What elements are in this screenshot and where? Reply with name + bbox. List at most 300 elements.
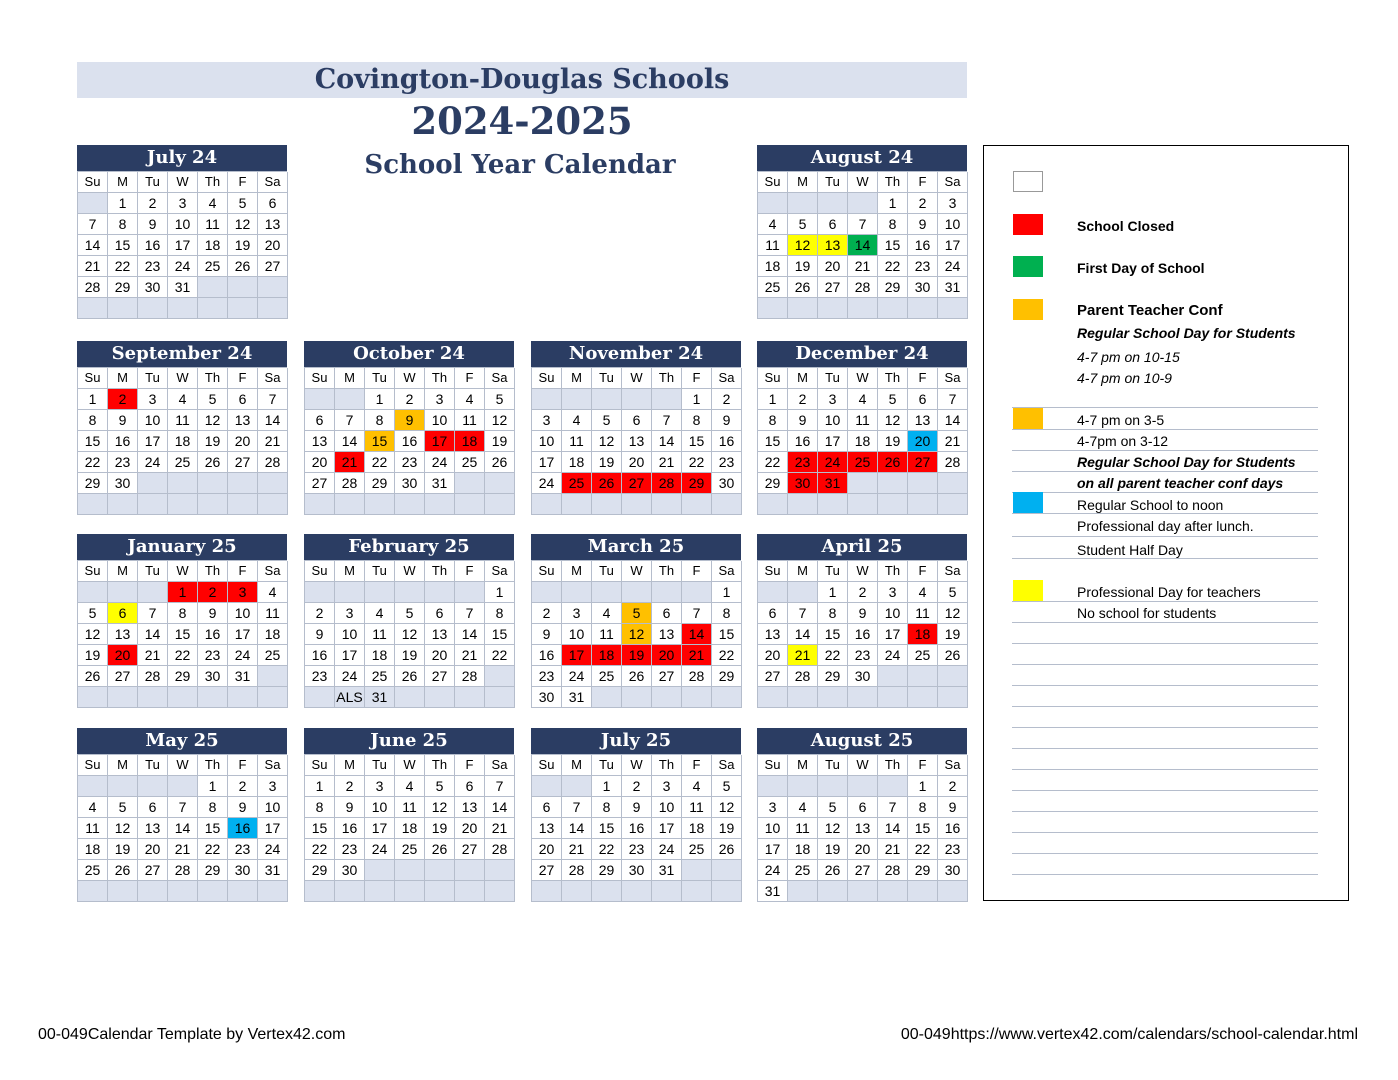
day-cell: 24 — [228, 645, 258, 666]
weekday-header: F — [682, 368, 712, 389]
empty-day-cell — [485, 860, 515, 881]
empty-day-cell — [198, 473, 228, 494]
day-cell: 8 — [108, 214, 138, 235]
day-cell: 7 — [788, 603, 818, 624]
day-cell: 13 — [652, 624, 682, 645]
day-cell: 3 — [532, 410, 562, 431]
day-cell: 5 — [228, 193, 258, 214]
day-cell: 20 — [622, 452, 652, 473]
empty-day-cell — [848, 776, 878, 797]
day-cell: 5 — [622, 603, 652, 624]
legend-rule — [1012, 536, 1318, 537]
day-cell: 7 — [335, 410, 365, 431]
day-cell: 8 — [592, 797, 622, 818]
day-cell: 5 — [108, 797, 138, 818]
legend-rule — [1012, 492, 1318, 493]
day-cell: 2 — [622, 776, 652, 797]
empty-day-cell — [395, 494, 425, 515]
empty-day-cell — [365, 494, 395, 515]
legend-ptc-title: Parent Teacher Conf — [1077, 302, 1223, 319]
day-cell: 18 — [365, 645, 395, 666]
empty-day-cell — [78, 881, 108, 902]
legend-rule — [1012, 664, 1318, 665]
legend-ptc2-time1: 4-7 pm on 3-5 — [1077, 412, 1165, 428]
day-cell: 31 — [258, 860, 288, 881]
day-cell: 6 — [848, 797, 878, 818]
empty-day-cell — [365, 881, 395, 902]
weekday-header: Sa — [485, 561, 515, 582]
empty-day-cell — [908, 494, 938, 515]
day-cell: 9 — [108, 410, 138, 431]
empty-day-cell — [788, 776, 818, 797]
empty-day-cell — [652, 687, 682, 708]
day-cell: 6 — [305, 410, 335, 431]
day-cell: 8 — [78, 410, 108, 431]
weekday-header: Sa — [485, 368, 515, 389]
empty-day-cell — [938, 881, 968, 902]
empty-day-cell — [848, 193, 878, 214]
day-cell: 19 — [108, 839, 138, 860]
legend-first-day: First Day of School — [1077, 260, 1205, 276]
weekday-header: Su — [532, 561, 562, 582]
day-cell: 6 — [818, 214, 848, 235]
day-cell: 15 — [305, 818, 335, 839]
empty-day-cell — [532, 494, 562, 515]
day-cell: 19 — [712, 818, 742, 839]
weekday-header: M — [562, 561, 592, 582]
empty-day-cell — [258, 473, 288, 494]
month-title: October 24 — [304, 341, 514, 367]
day-cell: 11 — [198, 214, 228, 235]
day-cell: 9 — [138, 214, 168, 235]
day-cell: 8 — [908, 797, 938, 818]
day-cell: 15 — [198, 818, 228, 839]
legend-rule — [1012, 748, 1318, 749]
day-cell: 29 — [198, 860, 228, 881]
day-cell: 5 — [712, 776, 742, 797]
day-cell: 30 — [908, 277, 938, 298]
empty-day-cell — [592, 582, 622, 603]
day-cell: 2 — [908, 193, 938, 214]
day-cell: 6 — [108, 603, 138, 624]
weekday-header: M — [335, 755, 365, 776]
day-cell: 23 — [305, 666, 335, 687]
weekday-header: W — [848, 172, 878, 193]
empty-day-cell — [622, 494, 652, 515]
day-cell: 2 — [938, 776, 968, 797]
day-cell: 20 — [108, 645, 138, 666]
day-cell: 15 — [758, 431, 788, 452]
day-cell: 2 — [305, 603, 335, 624]
day-cell: 3 — [878, 582, 908, 603]
weekday-header: W — [848, 755, 878, 776]
empty-day-cell — [78, 494, 108, 515]
legend-swatch-blank — [1013, 171, 1043, 192]
day-cell: 23 — [938, 839, 968, 860]
day-cell: 15 — [908, 818, 938, 839]
day-cell: 2 — [395, 389, 425, 410]
legend-rule — [1012, 790, 1318, 791]
day-cell: 28 — [788, 666, 818, 687]
month-title: December 24 — [757, 341, 967, 367]
day-cell: 30 — [335, 860, 365, 881]
day-cell: 9 — [228, 797, 258, 818]
day-cell: 23 — [622, 839, 652, 860]
day-cell: 24 — [562, 666, 592, 687]
day-cell: 9 — [908, 214, 938, 235]
day-cell: 16 — [848, 624, 878, 645]
empty-day-cell — [878, 298, 908, 319]
day-cell: 12 — [228, 214, 258, 235]
weekday-header: Sa — [712, 368, 742, 389]
empty-day-cell — [848, 298, 878, 319]
empty-day-cell — [78, 193, 108, 214]
day-cell: 12 — [938, 603, 968, 624]
day-cell: 3 — [335, 603, 365, 624]
empty-day-cell — [305, 881, 335, 902]
day-cell: 11 — [788, 818, 818, 839]
day-cell: 21 — [485, 818, 515, 839]
day-cell: 22 — [168, 645, 198, 666]
empty-day-cell — [258, 687, 288, 708]
weekday-header: Tu — [138, 172, 168, 193]
day-cell: 3 — [228, 582, 258, 603]
day-cell: 28 — [258, 452, 288, 473]
day-cell: 3 — [365, 776, 395, 797]
day-cell: 25 — [788, 860, 818, 881]
day-cell: 10 — [818, 410, 848, 431]
empty-day-cell — [878, 776, 908, 797]
weekday-header: Tu — [365, 368, 395, 389]
day-cell: 7 — [78, 214, 108, 235]
day-cell: 23 — [532, 666, 562, 687]
empty-day-cell — [652, 494, 682, 515]
day-cell: 21 — [938, 431, 968, 452]
empty-day-cell — [108, 776, 138, 797]
day-cell: 23 — [908, 256, 938, 277]
day-cell: 12 — [78, 624, 108, 645]
calendar-subtitle: School Year Calendar — [364, 150, 676, 180]
empty-day-cell — [682, 687, 712, 708]
empty-day-cell — [788, 881, 818, 902]
weekday-header: Th — [878, 755, 908, 776]
day-cell: 21 — [788, 645, 818, 666]
empty-day-cell — [485, 881, 515, 902]
day-cell: 29 — [305, 860, 335, 881]
day-cell: 22 — [712, 645, 742, 666]
empty-day-cell — [485, 666, 515, 687]
weekday-header: Th — [198, 172, 228, 193]
weekday-header: Su — [305, 368, 335, 389]
day-cell: 4 — [848, 389, 878, 410]
day-cell: 12 — [622, 624, 652, 645]
day-cell: 14 — [258, 410, 288, 431]
weekday-header: W — [395, 368, 425, 389]
day-cell: 22 — [108, 256, 138, 277]
weekday-header: Su — [78, 561, 108, 582]
legend-rule — [1012, 513, 1318, 514]
empty-day-cell — [78, 582, 108, 603]
day-cell: 18 — [455, 431, 485, 452]
weekday-header: Sa — [938, 172, 968, 193]
day-cell: 15 — [682, 431, 712, 452]
day-cell: 30 — [532, 687, 562, 708]
day-cell: 5 — [788, 214, 818, 235]
empty-day-cell — [788, 193, 818, 214]
day-cell: 12 — [425, 797, 455, 818]
day-cell: 5 — [78, 603, 108, 624]
weekday-header: W — [395, 561, 425, 582]
day-cell: 29 — [908, 860, 938, 881]
day-cell: 23 — [712, 452, 742, 473]
day-cell: 10 — [335, 624, 365, 645]
day-cell: 30 — [788, 473, 818, 494]
day-cell: 23 — [198, 645, 228, 666]
day-cell: 29 — [78, 473, 108, 494]
day-cell: 3 — [425, 389, 455, 410]
empty-day-cell — [395, 881, 425, 902]
day-cell: 8 — [712, 603, 742, 624]
day-cell: 26 — [622, 666, 652, 687]
day-cell: 9 — [532, 624, 562, 645]
empty-day-cell — [305, 389, 335, 410]
weekday-header: F — [682, 561, 712, 582]
empty-day-cell — [938, 666, 968, 687]
empty-day-cell — [758, 193, 788, 214]
day-cell: 11 — [365, 624, 395, 645]
empty-day-cell — [532, 389, 562, 410]
day-cell: 19 — [395, 645, 425, 666]
day-cell: 21 — [335, 452, 365, 473]
day-cell: 22 — [878, 256, 908, 277]
empty-day-cell — [532, 776, 562, 797]
day-cell: 26 — [228, 256, 258, 277]
day-cell: 8 — [168, 603, 198, 624]
weekday-header: W — [395, 755, 425, 776]
month-calendar — [531, 341, 741, 515]
weekday-header: Th — [198, 368, 228, 389]
empty-day-cell — [592, 881, 622, 902]
month-grid — [77, 754, 287, 902]
day-cell: 13 — [908, 410, 938, 431]
day-cell: 1 — [198, 776, 228, 797]
day-cell: 31 — [758, 881, 788, 902]
day-cell: 7 — [848, 214, 878, 235]
day-cell: 11 — [592, 624, 622, 645]
day-cell: 19 — [878, 431, 908, 452]
school-name: Covington-Douglas Schools — [314, 64, 730, 95]
weekday-header: Th — [652, 368, 682, 389]
day-note-cell: ALS — [335, 687, 365, 708]
day-cell: 16 — [198, 624, 228, 645]
empty-day-cell — [878, 666, 908, 687]
day-cell: 26 — [198, 452, 228, 473]
day-cell: 17 — [168, 235, 198, 256]
day-cell: 7 — [455, 603, 485, 624]
empty-day-cell — [848, 473, 878, 494]
month-grid — [77, 171, 287, 319]
day-cell: 25 — [258, 645, 288, 666]
day-cell: 20 — [652, 645, 682, 666]
weekday-header: F — [228, 755, 258, 776]
empty-day-cell — [198, 298, 228, 319]
weekday-header: Su — [78, 755, 108, 776]
day-cell: 6 — [622, 410, 652, 431]
day-cell: 2 — [228, 776, 258, 797]
day-cell: 28 — [682, 666, 712, 687]
weekday-header: Su — [532, 755, 562, 776]
empty-day-cell — [138, 494, 168, 515]
weekday-header: Su — [78, 368, 108, 389]
weekday-header: F — [908, 368, 938, 389]
empty-day-cell — [455, 860, 485, 881]
weekday-header: Sa — [938, 755, 968, 776]
empty-day-cell — [228, 881, 258, 902]
day-cell: 7 — [652, 410, 682, 431]
day-cell: 7 — [258, 389, 288, 410]
day-cell: 29 — [758, 473, 788, 494]
day-cell: 28 — [562, 860, 592, 881]
day-cell: 27 — [228, 452, 258, 473]
day-cell: 17 — [425, 431, 455, 452]
weekday-header: Th — [198, 755, 228, 776]
empty-day-cell — [938, 687, 968, 708]
legend-swatch-prof — [1013, 580, 1043, 601]
empty-day-cell — [168, 298, 198, 319]
day-cell: 4 — [198, 193, 228, 214]
weekday-header: Th — [425, 368, 455, 389]
legend-rule — [1012, 558, 1318, 559]
day-cell: 14 — [788, 624, 818, 645]
empty-day-cell — [335, 494, 365, 515]
day-cell: 11 — [908, 603, 938, 624]
day-cell: 27 — [818, 277, 848, 298]
empty-day-cell — [878, 494, 908, 515]
day-cell: 7 — [168, 797, 198, 818]
day-cell: 20 — [848, 839, 878, 860]
legend-rule — [1012, 450, 1318, 451]
empty-day-cell — [258, 666, 288, 687]
day-cell: 5 — [818, 797, 848, 818]
day-cell: 14 — [562, 818, 592, 839]
day-cell: 30 — [138, 277, 168, 298]
empty-day-cell — [455, 473, 485, 494]
month-grid — [531, 754, 741, 902]
day-cell: 27 — [848, 860, 878, 881]
empty-day-cell — [758, 582, 788, 603]
day-cell: 18 — [788, 839, 818, 860]
empty-day-cell — [908, 666, 938, 687]
day-cell: 26 — [108, 860, 138, 881]
day-cell: 8 — [305, 797, 335, 818]
day-cell: 1 — [485, 582, 515, 603]
empty-day-cell — [78, 687, 108, 708]
weekday-header: W — [848, 368, 878, 389]
weekday-header: Tu — [592, 368, 622, 389]
day-cell: 3 — [168, 193, 198, 214]
day-cell: 23 — [228, 839, 258, 860]
day-cell: 21 — [168, 839, 198, 860]
weekday-header: Th — [652, 755, 682, 776]
day-cell: 26 — [788, 277, 818, 298]
legend-noon3: Student Half Day — [1077, 542, 1183, 558]
empty-day-cell — [562, 389, 592, 410]
weekday-header: F — [908, 755, 938, 776]
day-cell: 13 — [228, 410, 258, 431]
empty-day-cell — [305, 687, 335, 708]
day-cell: 1 — [365, 389, 395, 410]
day-cell: 25 — [395, 839, 425, 860]
weekday-header: M — [562, 755, 592, 776]
day-cell: 15 — [712, 624, 742, 645]
day-cell: 1 — [108, 193, 138, 214]
day-cell: 4 — [258, 582, 288, 603]
empty-day-cell — [682, 860, 712, 881]
day-cell: 13 — [305, 431, 335, 452]
weekday-header: Tu — [138, 368, 168, 389]
day-cell: 31 — [652, 860, 682, 881]
day-cell: 4 — [395, 776, 425, 797]
day-cell: 15 — [168, 624, 198, 645]
weekday-header: Th — [198, 561, 228, 582]
day-cell: 25 — [78, 860, 108, 881]
month-title: July 24 — [77, 145, 287, 171]
day-cell: 28 — [138, 666, 168, 687]
weekday-header: W — [168, 561, 198, 582]
day-cell: 16 — [395, 431, 425, 452]
day-cell: 19 — [818, 839, 848, 860]
day-cell: 18 — [682, 818, 712, 839]
day-cell: 10 — [258, 797, 288, 818]
day-cell: 17 — [562, 645, 592, 666]
day-cell: 9 — [848, 603, 878, 624]
weekday-header: Su — [758, 561, 788, 582]
day-cell: 20 — [228, 431, 258, 452]
legend-swatch-closed — [1013, 214, 1043, 235]
day-cell: 17 — [758, 839, 788, 860]
empty-day-cell — [228, 687, 258, 708]
day-cell: 15 — [108, 235, 138, 256]
empty-day-cell — [938, 473, 968, 494]
day-cell: 7 — [485, 776, 515, 797]
empty-day-cell — [365, 860, 395, 881]
day-cell: 2 — [712, 389, 742, 410]
day-cell: 4 — [168, 389, 198, 410]
empty-day-cell — [848, 494, 878, 515]
weekday-header: M — [788, 368, 818, 389]
month-calendar — [757, 728, 967, 902]
day-cell: 25 — [758, 277, 788, 298]
day-cell: 3 — [258, 776, 288, 797]
day-cell: 9 — [938, 797, 968, 818]
empty-day-cell — [455, 494, 485, 515]
weekday-header: F — [228, 561, 258, 582]
day-cell: 6 — [908, 389, 938, 410]
weekday-header: Sa — [485, 755, 515, 776]
day-cell: 24 — [335, 666, 365, 687]
day-cell: 24 — [938, 256, 968, 277]
day-cell: 27 — [108, 666, 138, 687]
day-cell: 16 — [335, 818, 365, 839]
legend-ptc2-time2: 4-7pm on 3-12 — [1077, 433, 1169, 449]
legend-swatch-noon — [1013, 492, 1043, 513]
day-cell: 30 — [712, 473, 742, 494]
day-cell: 25 — [562, 473, 592, 494]
day-cell: 21 — [138, 645, 168, 666]
empty-day-cell — [365, 582, 395, 603]
empty-day-cell — [485, 494, 515, 515]
day-cell: 26 — [425, 839, 455, 860]
